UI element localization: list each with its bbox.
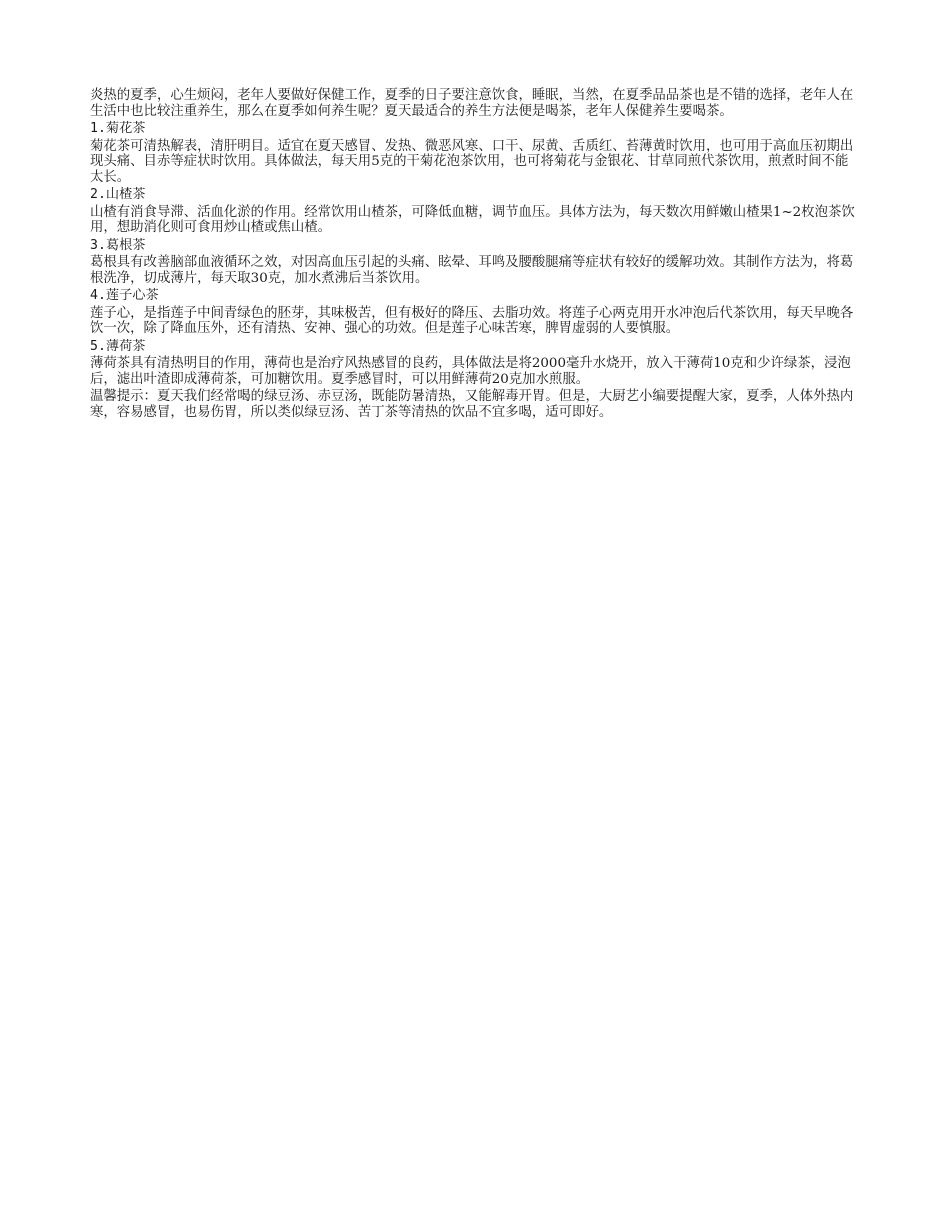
intro-paragraph: 炎热的夏季，心生烦闷，老年人要做好保健工作，夏季的日子要注意饮食，睡眠，当然，在夏季品品茶也是不错的选择，老年人在生活中也比较注重养生，那么在夏季如何养生呢？夏天最适合的养生方法便是喝茶，老年人保健养生要喝茶。 — [90, 88, 854, 119]
section-heading-mint-tea: 5.薄荷茶 — [90, 338, 146, 354]
section-heading-chrysanthemum-tea: 1.菊花茶 — [90, 121, 146, 136]
section-body-hawthorn-tea: 山楂有消食导滞、活血化淤的作用。经常饮用山楂茶，可降低血糖，调节血压。具体方法为，每天数次用鲜嫩山楂果1~2枚泡茶饮用，想助消化则可食用炒山楂或焦山楂。 — [90, 204, 855, 235]
section-heading-hawthorn-tea: 2.山楂茶 — [90, 187, 146, 202]
document-body — [90, 88, 860, 422]
tip-paragraph: 温馨提示：夏天我们经常喝的绿豆汤、赤豆汤，既能防暑清热，又能解毒开胃。但是，大厨艺小编要提醒大家，夏季，人体外热内寒，容易感冒，也易伤胃，所以类似绿豆汤、苦丁茶等清热的饮品不宜多喝，适可即好。 — [90, 389, 854, 420]
section-body-mint-tea: 薄荷茶具有清热明目的作用，薄荷也是治疗风热感冒的良药，具体做法是将2000毫升水烧开，放入干薄荷10克和少许绿茶，浸泡后，滤出叶渣即成薄荷茶，可加糖饮用。夏季感冒时，可以用鲜薄荷20克加水煎服。 — [90, 356, 851, 387]
section-body-lotus-seed-heart-tea: 莲子心，是指莲子中间青绿色的胚芽，其味极苦，但有极好的降压、去脂功效。将莲子心两克用开水冲泡后代茶饮用，每天早晚各饮一次，除了降血压外，还有清热、安神、强心的功效。但是莲子心味苦寒，脾胃虚弱的人要慎服。 — [90, 305, 854, 336]
section-body-chrysanthemum-tea: 菊花茶可清热解表，清肝明目。适宜在夏天感冒、发热、微恶风寒、口干、尿黄、舌质红、苔薄黄时饮用，也可用于高血压初期出现头痛、目赤等症状时饮用。具体做法，每天用5克的干菊花泡茶饮用，也可将菊花与金银花、甘草同煎代茶饮用，煎煮时间不能太长。 — [90, 138, 854, 185]
section-heading-kudzu-tea: 3.葛根茶 — [90, 237, 146, 253]
section-body-kudzu-tea: 葛根具有改善脑部血液循环之效，对因高血压引起的头痛、眩晕、耳鸣及腰酸腿痛等症状有较好的缓解功效。其制作方法为，将葛根洗净，切成薄片，每天取30克，加水煮沸后当茶饮用。 — [90, 255, 854, 286]
section-heading-lotus-seed-heart-tea: 4.莲子心茶 — [90, 288, 159, 303]
